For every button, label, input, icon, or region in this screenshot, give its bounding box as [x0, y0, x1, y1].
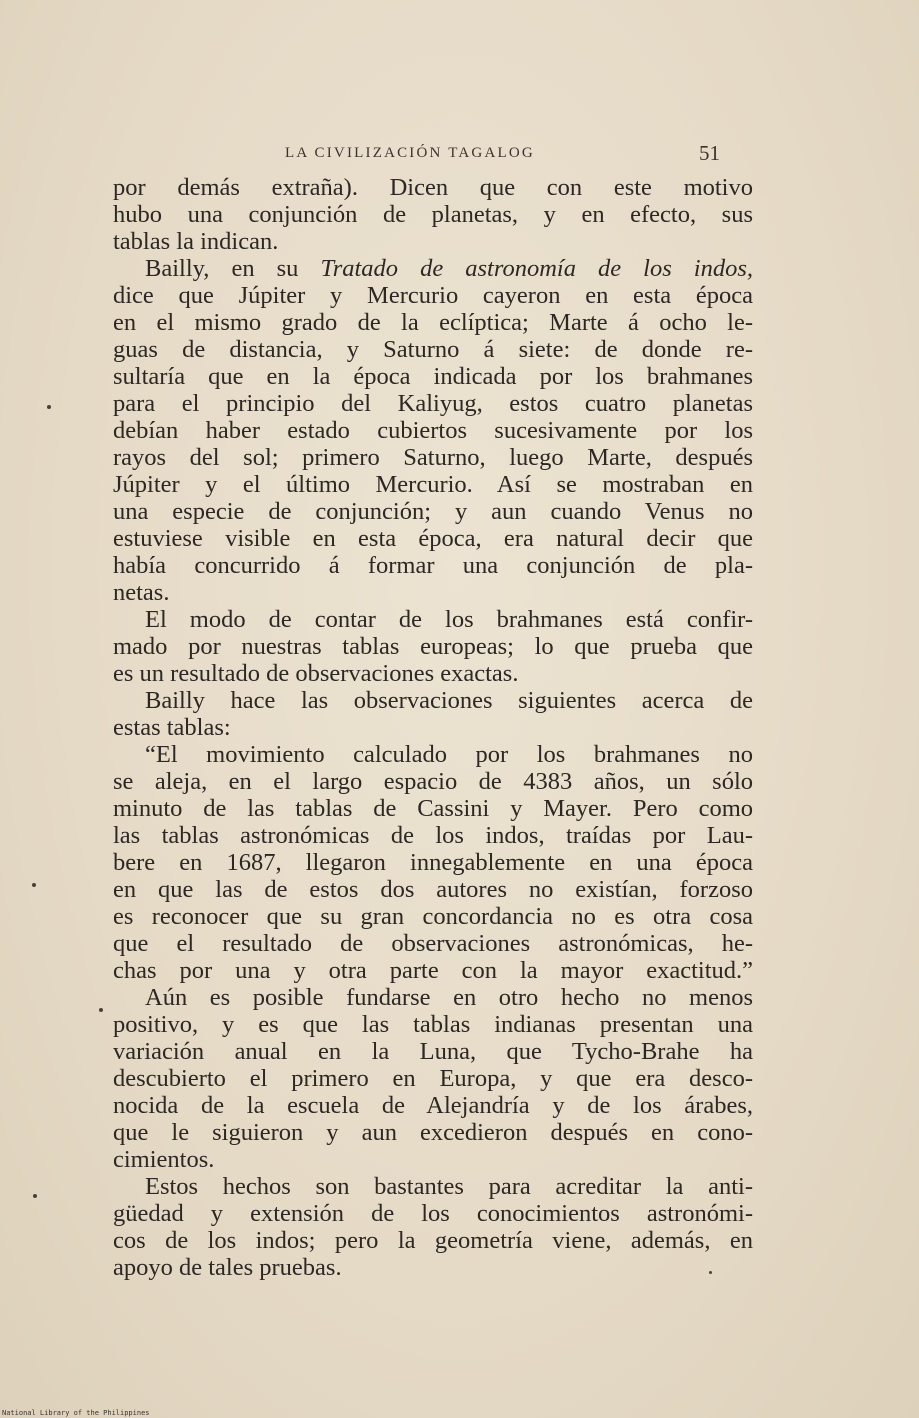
text-line: estuviese visible en esta época, era natural decir que — [113, 525, 753, 552]
text-line: chas por una y otra parte con la mayor exactitud.” — [113, 957, 753, 984]
text-line: que le siguieron y aun excedieron después en cono- — [113, 1119, 753, 1146]
speck-mark — [709, 1271, 712, 1274]
text-line: Estos hechos son bastantes para acreditar la anti- — [145, 1173, 753, 1200]
text-line: en el mismo grado de la eclíptica; Marte á ocho le- — [113, 309, 753, 336]
page-header — [0, 143, 919, 167]
text-line: descubierto el primero en Europa, y que era desco- — [113, 1065, 753, 1092]
text-line: minuto de las tablas de Cassini y Mayer. Pero como — [113, 795, 753, 822]
text-line: Aún es posible fundarse en otro hecho no menos — [145, 984, 753, 1011]
library-attribution: National Library of the Philippines — [2, 1409, 150, 1417]
text-line: apoyo de tales pruebas. — [113, 1254, 342, 1281]
text-line: cimientos. — [113, 1146, 215, 1173]
text-line: es reconocer que su gran concordancia no es otra cosa — [113, 903, 753, 930]
text-line: es un resultado de observaciones exactas. — [113, 660, 519, 687]
text-line: una especie de conjunción; y aun cuando Venus no — [113, 498, 753, 525]
text-line: netas. — [113, 579, 170, 606]
text-line: Bailly hace las observaciones siguientes acerca de — [145, 687, 753, 714]
text-line: había concurrido á formar una conjunción de pla- — [113, 552, 753, 579]
speck-mark — [33, 1194, 37, 1198]
text-line — [113, 255, 753, 282]
text-line: Júpiter y el último Mercurio. Así se mostraban en — [113, 471, 753, 498]
text-line: nocida de la escuela de Alejandría y de los árabes, — [113, 1092, 753, 1119]
speck-mark — [32, 883, 36, 887]
text-segment: Bailly, en su — [145, 255, 321, 282]
text-line: hubo una conjunción de planetas, y en efecto, sus — [113, 201, 753, 228]
speck-mark — [47, 405, 51, 409]
text-line: sultaría que en la época indicada por los brahmanes — [113, 363, 753, 390]
text-line: las tablas astronómicas de los indos, traídas por Lau- — [113, 822, 753, 849]
text-line: que el resultado de observaciones astronómicas, he- — [113, 930, 753, 957]
body-text — [113, 174, 753, 1281]
text-line: güedad y extensión de los conocimientos astronómi- — [113, 1200, 753, 1227]
text-line: rayos del sol; primero Saturno, luego Marte, después — [113, 444, 753, 471]
text-line: para el principio del Kaliyug, estos cuatro planetas — [113, 390, 753, 417]
text-line: “El movimiento calculado por los brahmanes no — [145, 741, 753, 768]
text-line: tablas la indican. — [113, 228, 279, 255]
text-line: se aleja, en el largo espacio de 4383 años, un sólo — [113, 768, 753, 795]
text-line: El modo de contar de los brahmanes está confir- — [145, 606, 753, 633]
page-number: 51 — [699, 141, 720, 165]
speck-mark — [99, 1008, 103, 1012]
text-line: dice que Júpiter y Mercurio cayeron en esta época — [113, 282, 753, 309]
text-line: cos de los indos; pero la geometría viene, además, en — [113, 1227, 753, 1254]
text-line: debían haber estado cubiertos sucesivamente por los — [113, 417, 753, 444]
text-line: positivo, y es que las tablas indianas presentan una — [113, 1011, 753, 1038]
text-line: bere en 1687, llegaron innegablemente en una época — [113, 849, 753, 876]
italic-title: Tratado de astronomía de los indos, — [320, 255, 753, 282]
running-title: LA CIVILIZACIÓN TAGALOG — [285, 145, 535, 161]
text-line: guas de distancia, y Saturno á siete: de donde re- — [113, 336, 753, 363]
text-line: en que las de estos dos autores no existían, forzoso — [113, 876, 753, 903]
text-line: variación anual en la Luna, que Tycho-Brahe ha — [113, 1038, 753, 1065]
text-line: mado por nuestras tablas europeas; lo que prueba que — [113, 633, 753, 660]
text-line: por demás extraña). Dicen que con este motivo — [113, 174, 753, 201]
text-line: estas tablas: — [113, 714, 231, 741]
